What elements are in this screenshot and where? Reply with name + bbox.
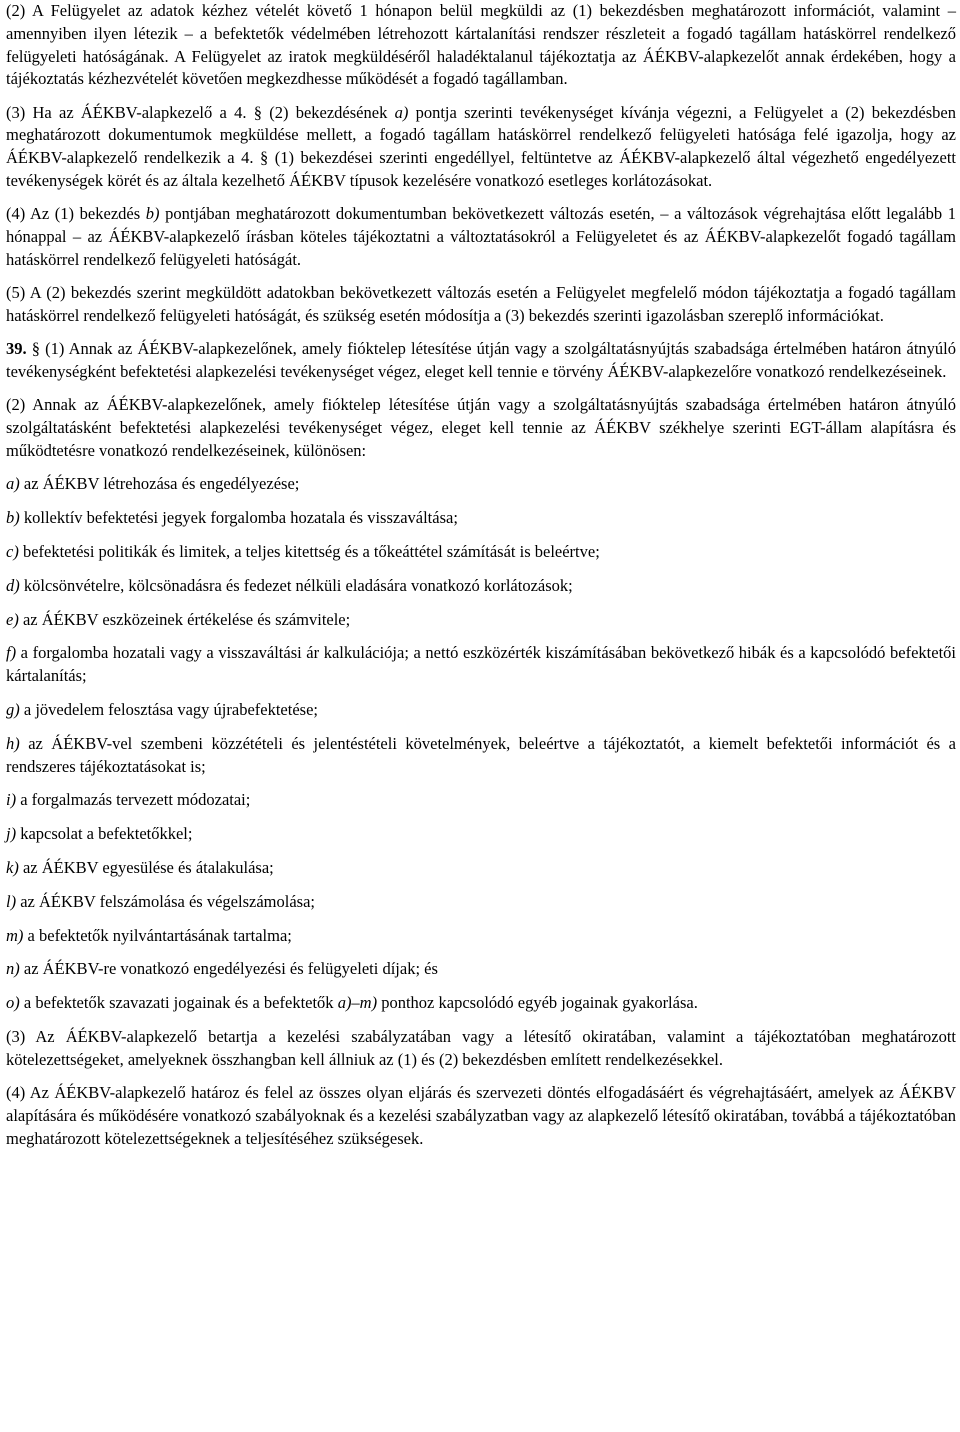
item-label: i) (6, 790, 17, 810)
list-item (6, 857, 956, 880)
list-item (6, 575, 956, 598)
text-segment: (3) Ha az ÁÉKBV-alapkezelő a 4. § (2) bekezdésének (6, 102, 395, 122)
text-segment: a forgalmazás tervezett módozatai; (16, 790, 251, 810)
item-label: j) (6, 824, 17, 844)
text-segment: (2) A Felügyelet az adatok kézhez vételét követő 1 hónapon belül megküldi az (1) bekezdésben meghatározott információt, valamint – amennyiben ilyen létezik – a befektetők védelmében létrehozott kártalanítási rendszer részleteit a fogadó tagállam hatáskörrel rendelkező felügyeleti hatóságának. A Felügyelet az iratok megküldéséről haladéktalanul tájékoztatja az ÁÉKBV-alapkezelőt annak érdekében, hogy a tájékoztatás kézhezvételét követően megkezdhesse működését a fogadó tagállamban. (6, 1, 956, 89)
list-item (6, 891, 956, 914)
item-label: m) (6, 925, 24, 945)
item-label: o) (6, 993, 20, 1013)
section-number: 39. (6, 339, 27, 359)
text-segment: kapcsolat a befektetőkkel; (16, 824, 193, 844)
paragraph (6, 102, 956, 193)
text-segment: a jövedelem felosztása vagy újrabefektetése; (19, 699, 318, 719)
item-label: n) (6, 959, 20, 979)
paragraph (6, 282, 956, 328)
text-segment: kollektív befektetési jegyek forgalomba hozatala és visszaváltása; (19, 508, 458, 528)
paragraph (6, 0, 956, 91)
list-item (6, 699, 956, 722)
item-label: a) (6, 474, 20, 494)
item-label: c) (6, 541, 19, 561)
paragraph (6, 394, 956, 462)
text-segment: a forgalomba hozatali vagy a visszaváltási ár kalkulációja; a nettó eszközérték kiszámításában bekövetkező hibák és a kapcsolódó befektetői kártalanítás; (6, 643, 956, 686)
item-label: e) (6, 609, 19, 629)
list-item (6, 789, 956, 812)
item-label: a)–m) (337, 993, 378, 1013)
text-segment: a befektetők nyilvántartásának tartalma; (23, 925, 292, 945)
text-segment: az ÁÉKBV felszámolása és végelszámolása; (16, 891, 315, 911)
text-segment: § (1) Annak az ÁÉKBV-alapkezelőnek, amely fióktelep létesítése útján vagy a szolgáltatásnyújtás szabadsága értelmében határon átnyúló tevékenységként befektetési alapkezelési tevékenységet végez, eleget kell tennie e törvény ÁÉKBV-alapkezelőre vonatkozó rendelkezéseinek. (6, 339, 956, 382)
text-segment: pontja szerinti tevékenységet kívánja végezni, a Felügyelet a (2) bekezdésben meghatározott dokumentumok megküldése mellett, a fogadó tagállam hatáskörrel rendelkező felügyeleti hatósága felé igazolja, hogy az ÁÉKBV-alapkezelő rendelkezik a 4. § (1) bekezdései szerinti engedéllyel, feltüntetve az ÁÉKBV-alapkezelő által végezhető engedélyezett tevékenységek körét és az általa kezelhető ÁÉKBV típusok kezelésére vonatkozó esetleges korlátozásokat. (6, 102, 956, 191)
paragraph (6, 338, 956, 384)
text-segment: az ÁÉKBV-vel szembeni közzétételi és jelentéstételi követelmények, beleértve a tájékoztatót, a kiemelt befektetői információt és a rendszeres tájékoztatásokat is; (6, 733, 956, 776)
item-label: l) (6, 891, 17, 911)
item-label: h) (6, 733, 20, 753)
paragraph (6, 203, 956, 271)
text-segment: (4) Az ÁÉKBV-alapkezelő határoz és felel az összes olyan eljárás és szervezeti döntés elfogadásáért és végrehajtásáért, amelyek az ÁÉKBV alapítására és működésére vonatkozó szabályoknak és a kezelési szabályzatban vagy az alapkezelő létesítő okiratában, továbbá a tájékoztatóban meghatározott kötelezettségeknek a teljesítéséhez szükségesek. (6, 1082, 956, 1148)
text-segment: az ÁÉKBV-re vonatkozó engedélyezési és felügyeleti díjak; és (19, 959, 438, 979)
text-segment: (2) Annak az ÁÉKBV-alapkezelőnek, amely fióktelep létesítése útján vagy a szolgáltatásnyújtás szabadsága értelmében határon átnyúló szolgáltatásként befektetési alapkezelési tevékenységet végez, eleget kell tennie az ÁÉKBV székhelye szerinti EGT-állam alapításra és működtetésre vonatkozó rendelkezéseinek, különösen: (6, 395, 956, 461)
item-label: f) (6, 643, 17, 663)
list-item (6, 609, 956, 632)
text-segment: az ÁÉKBV létrehozása és engedélyezése; (19, 474, 300, 494)
list-item (6, 823, 956, 846)
item-label: b) (6, 508, 20, 528)
text-segment: pontjában meghatározott dokumentumban bekövetkezett változás esetén, – a változások végrehajtása előtt legalább 1 hónappal – az ÁÉKBV-alapkezelő írásban köteles tájékoztatni a változtatásokról a Felügyeletet és az ÁÉKBV-alapkezelőt fogadó tagállam hatáskörrel rendelkező felügyeleti hatóságát. (6, 204, 957, 269)
list-item (6, 642, 956, 688)
text-segment: ponthoz kapcsolódó egyéb jogainak gyakorlása. (377, 993, 698, 1013)
list-item (6, 958, 956, 981)
text-segment: (5) A (2) bekezdés szerint megküldött adatokban bekövetkezett változás esetén a Felügyelet megfelelő módon tájékoztatja a fogadó tagállam hatáskörrel rendelkező felügyeleti hatóságát, és szükség esetén módosítja a (3) bekezdés szerinti igazolásban szereplő információkat. (6, 283, 956, 326)
item-label: k) (6, 857, 19, 877)
list-item (6, 992, 956, 1015)
list-item (6, 507, 956, 530)
text-segment: (4) Az (1) bekezdés (6, 204, 146, 224)
item-label: b) (145, 204, 160, 224)
list-item (6, 541, 956, 564)
text-segment: befektetési politikák és limitek, a teljes kitettség és a tőkeáttétel számítását is beleértve; (18, 541, 600, 561)
text-segment: a befektetők szavazati jogainak és a befektetők (19, 993, 338, 1013)
text-segment: (3) Az ÁÉKBV-alapkezelő betartja a kezelési szabályzatában vagy a létesítő okiratában, valamint a tájékoztatóban meghatározott kötelezettségeket, amelyeknek összhangban kell állniuk az (1) és (2) bekezdésben említett rendelkezésekkel. (6, 1026, 956, 1069)
text-segment: kölcsönvételre, kölcsönadásra és fedezet nélküli eladására vonatkozó korlátozások; (19, 575, 573, 595)
item-label: d) (6, 575, 20, 595)
list-item (6, 925, 956, 948)
list-item (6, 733, 956, 779)
item-label: a) (394, 102, 409, 122)
paragraph (6, 1082, 956, 1150)
paragraph (6, 1026, 956, 1072)
text-segment: az ÁÉKBV eszközeinek értékelése és számvitele; (18, 609, 351, 629)
item-label: g) (6, 699, 20, 719)
text-segment: az ÁÉKBV egyesülése és átalakulása; (18, 857, 274, 877)
list-item (6, 473, 956, 496)
